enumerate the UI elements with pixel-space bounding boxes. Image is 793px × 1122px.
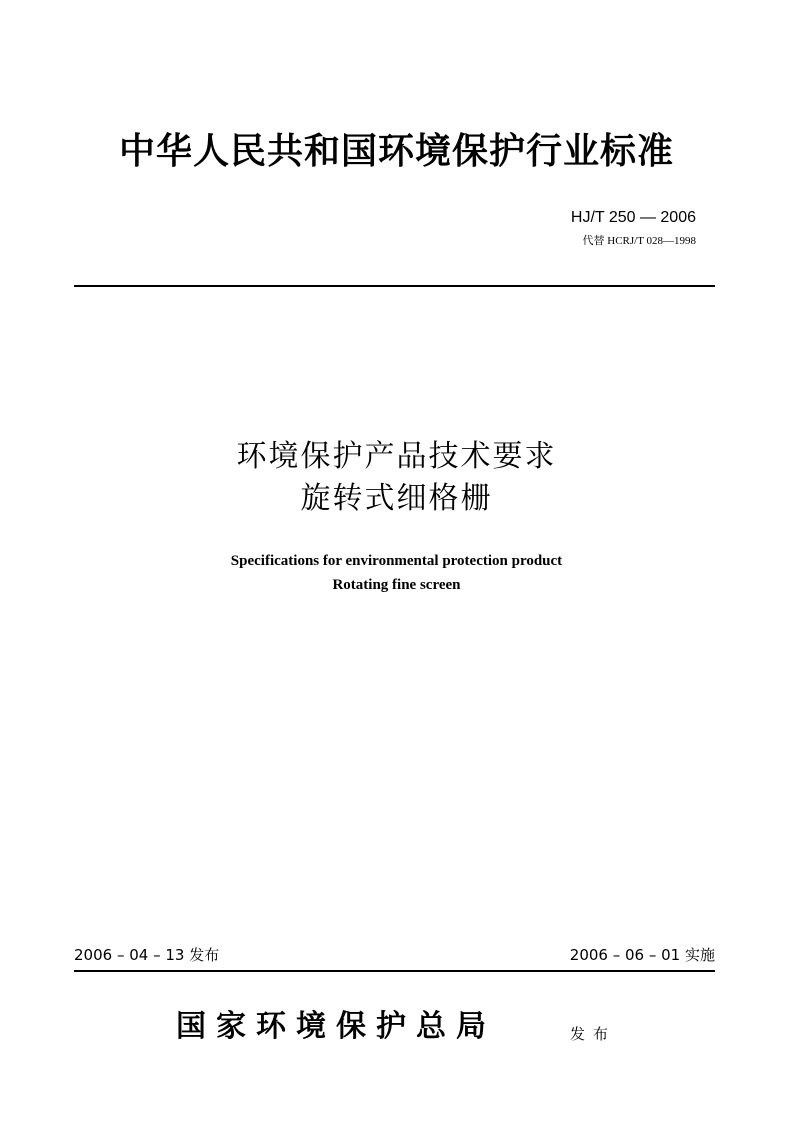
standard-category-title: 中华人民共和国环境保护行业标准 [118, 131, 674, 172]
document-title-chinese-line1: 环境保护产品技术要求 [236, 439, 557, 474]
top-divider [74, 285, 715, 287]
document-title-english-line2: Rotating fine screen [332, 577, 461, 593]
bottom-divider [74, 970, 715, 972]
issuing-authority: 国家环境保护总局 [176, 1009, 496, 1044]
standard-code: HJ/T 250 — 2006 [570, 209, 696, 226]
document-title-chinese-line2: 旋转式细格栅 [300, 481, 493, 516]
issue-label: 发布 [570, 1025, 617, 1043]
issue-date: 2006 – 04 – 13 发布 [74, 946, 220, 964]
implementation-date: 2006 – 06 – 01 实施 [569, 946, 715, 964]
replaces-standard: 代替 HCRJ/T 028—1998 [582, 235, 696, 247]
document-title-english-line1: Specifications for environmental protection product [230, 553, 563, 569]
